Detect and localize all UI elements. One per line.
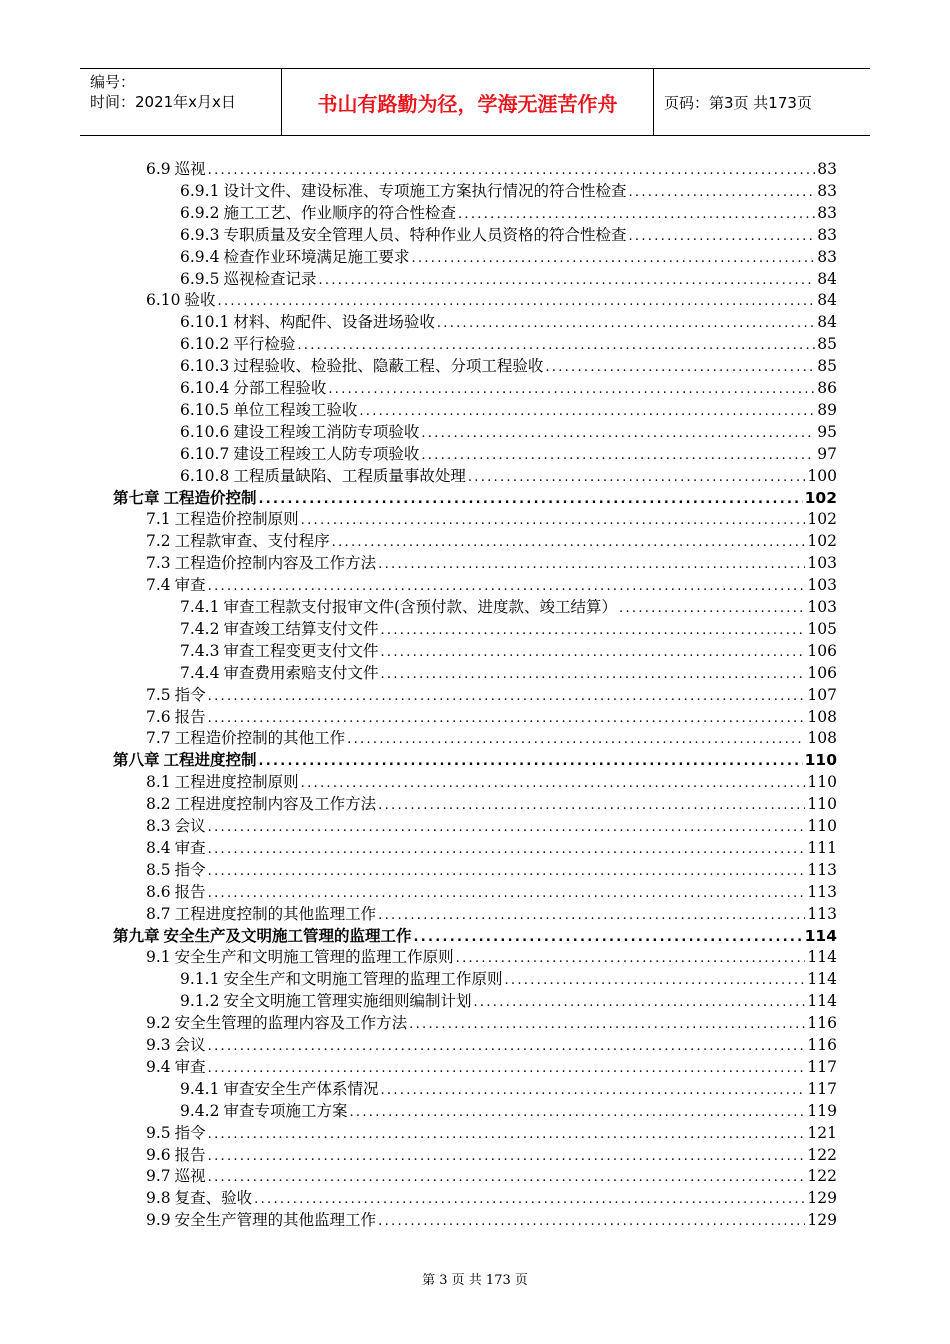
toc-entry-title: 工程造价控制内容及工作方法	[174, 554, 377, 573]
toc-entry-page: 102	[804, 488, 837, 507]
toc-leader-dots	[208, 1058, 806, 1080]
header-motto: 书山有路勤为径，学海无涯苦作舟	[282, 69, 654, 135]
toc-entry-number: 6.9.2	[180, 203, 220, 222]
toc-entry-title: 审查	[174, 838, 206, 857]
toc-entry[interactable]	[180, 355, 837, 377]
toc-entry-page: 103	[807, 554, 837, 573]
toc-entry-title: 审查竣工结算支付文件	[223, 619, 379, 638]
toc-entry-title: 工程进度控制内容及工作方法	[174, 795, 377, 814]
toc-entry-title: 审查	[174, 1057, 206, 1076]
toc-leader-dots	[208, 1124, 806, 1146]
toc-leader-dots	[411, 248, 815, 270]
toc-entry[interactable]	[180, 377, 837, 399]
toc-leader-dots	[619, 598, 805, 620]
toc-entry-number: 9.2	[146, 1014, 171, 1033]
toc-entry-page: 84	[817, 291, 837, 310]
toc-entry-page: 105	[807, 619, 837, 638]
toc-entry[interactable]	[180, 443, 837, 465]
toc-leader-dots	[318, 270, 815, 292]
toc-leader-dots	[259, 751, 803, 773]
toc-entry[interactable]	[146, 859, 837, 881]
toc-entry-number: 8.3	[146, 817, 171, 835]
toc-entry-title: 巡视	[174, 1167, 206, 1186]
toc-entry[interactable]	[180, 202, 837, 224]
toc-entry[interactable]	[180, 465, 837, 487]
document-date-label: 时间：2021年x月x日	[90, 93, 236, 111]
toc-entry-number: 7.4.2	[180, 619, 220, 638]
toc-entry-number: 7.2	[146, 532, 171, 551]
toc-entry-number: 6.10.2	[180, 335, 230, 354]
toc-entry[interactable]	[146, 1056, 837, 1078]
toc-entry[interactable]	[180, 399, 837, 421]
toc-entry-page: 83	[817, 247, 837, 266]
toc-entry-number: 7.6	[146, 707, 171, 726]
toc-entry-number: 6.10	[146, 291, 181, 310]
toc-entry[interactable]	[180, 246, 837, 268]
toc-entry-number: 9.4.1	[180, 1079, 220, 1098]
toc-entry-number: 9.5	[146, 1123, 171, 1142]
toc-entry-title: 审查工程款支付报审文件(含预付款、进度款、竣工结算）	[223, 598, 618, 616]
toc-entry-title: 报告	[174, 1145, 206, 1164]
page-footer: 第 3 页 共 173 页	[422, 1273, 528, 1288]
toc-leader-dots	[456, 948, 806, 970]
toc-entry-page: 129	[807, 1211, 837, 1230]
toc-entry-number: 7.7	[146, 729, 171, 748]
toc-leader-dots	[458, 204, 815, 226]
toc-entry-page: 114	[807, 970, 837, 989]
toc-leader-dots	[208, 1146, 806, 1168]
toc-leader-dots	[328, 379, 815, 401]
toc-entry-number: 6.10.5	[180, 400, 230, 419]
toc-entry-page: 86	[817, 379, 837, 397]
toc-entry[interactable]	[180, 640, 837, 662]
toc-entry-number: 8.7	[146, 904, 171, 923]
toc-entry-title: 安全生产和文明施工管理的监理工作原则	[223, 970, 503, 989]
toc-entry-title: 指令	[174, 685, 206, 704]
toc-entry[interactable]	[146, 1012, 837, 1034]
toc-entry-page: 102	[807, 510, 837, 529]
toc-entry[interactable]	[180, 224, 837, 246]
toc-entry-title: 审查费用索赔支付文件	[223, 663, 379, 682]
toc-entry-page: 121	[807, 1123, 837, 1142]
toc-entry[interactable]	[146, 1209, 837, 1231]
toc-entry-number: 7.1	[146, 510, 171, 529]
toc-entry-title: 工程款审查、支付程序	[174, 532, 330, 551]
toc-entry[interactable]	[180, 618, 837, 640]
toc-entry-number: 9.4	[146, 1057, 171, 1076]
toc-entry-number: 7.4.3	[180, 641, 220, 660]
toc-entry[interactable]	[146, 771, 837, 793]
toc-entry[interactable]	[146, 903, 837, 925]
toc-entry-title: 会议	[174, 817, 206, 835]
document-number-label: 编号：	[90, 73, 136, 91]
toc-entry[interactable]	[180, 1100, 837, 1122]
toc-entry-page: 83	[817, 181, 837, 200]
toc-entry-title: 施工工艺、作业顺序的符合性检查	[223, 203, 456, 222]
toc-entry-number: 第九章	[113, 926, 160, 945]
toc-entry-title: 审查	[174, 576, 206, 595]
toc-entry-title: 过程验收、检验批、隐蔽工程、分项工程验收	[233, 357, 544, 376]
toc-entry[interactable]	[146, 158, 837, 180]
toc-entry-title: 建设工程竣工消防专项验收	[233, 422, 420, 441]
toc-entry-title: 指令	[174, 1123, 206, 1142]
toc-entry-title: 复查、验收	[174, 1189, 253, 1208]
toc-entry-title: 专职质量及安全管理人员、特种作业人员资格的符合性检查	[223, 225, 627, 244]
toc-entry-page: 114	[807, 992, 837, 1011]
toc-entry-page: 113	[807, 882, 837, 901]
toc-entry-number: 7.3	[146, 554, 171, 573]
toc-entry-title: 安全生产和文明施工管理的监理工作原则	[174, 948, 454, 967]
toc-entry[interactable]	[180, 1078, 837, 1100]
toc-leader-dots	[421, 423, 815, 445]
toc-entry-page: 113	[807, 860, 837, 879]
toc-chapter-entry[interactable]	[113, 749, 837, 771]
toc-entry-page: 100	[807, 466, 837, 485]
toc-entry-title: 工程质量缺陷、工程质量事故处理	[233, 466, 466, 485]
toc-entry-page: 95	[817, 422, 837, 441]
toc-entry-page: 83	[817, 160, 837, 178]
toc-entry[interactable]	[146, 1144, 837, 1166]
toc-entry-number: 9.4.2	[180, 1101, 220, 1120]
toc-leader-dots	[208, 576, 806, 598]
toc-leader-dots	[378, 905, 805, 927]
toc-entry-page: 129	[807, 1189, 837, 1208]
toc-entry-page: 107	[807, 685, 837, 704]
toc-entry-page: 119	[807, 1101, 837, 1120]
toc-entry-title: 安全文明施工管理实施细则编制计划	[223, 992, 472, 1011]
toc-entry[interactable]	[180, 268, 837, 290]
toc-entry-title: 设计文件、建设标准、专项施工方案执行情况的符合性检查	[223, 181, 627, 200]
toc-entry-title: 工程造价控制的其他工作	[174, 729, 346, 748]
toc-leader-dots	[545, 357, 815, 379]
toc-leader-dots	[359, 401, 815, 423]
toc-entry[interactable]	[146, 1122, 837, 1144]
toc-entry-page: 110	[804, 751, 837, 770]
toc-leader-dots	[208, 1036, 806, 1058]
toc-entry-title: 会议	[174, 1036, 206, 1054]
toc-entry-page: 114	[807, 948, 837, 967]
toc-entry-title: 巡视检查记录	[223, 269, 317, 288]
toc-entry-title: 分部工程验收	[233, 379, 327, 397]
toc-entry-page: 116	[807, 1014, 837, 1033]
toc-entry[interactable]	[146, 508, 837, 530]
toc-entry-number: 9.1.1	[180, 970, 220, 989]
toc-entry-title: 指令	[174, 860, 206, 879]
toc-entry-page: 110	[807, 795, 837, 814]
toc-entry-page: 117	[807, 1057, 837, 1076]
toc-entry-page: 117	[807, 1079, 837, 1098]
toc-entry-number: 8.4	[146, 838, 171, 857]
toc-entry-page: 122	[807, 1167, 837, 1186]
toc-entry-page: 111	[807, 838, 837, 857]
toc-entry[interactable]	[146, 837, 837, 859]
toc-entry-number: 8.5	[146, 860, 171, 879]
toc-entry-number: 6.10.7	[180, 444, 230, 463]
toc-leader-dots	[380, 1080, 805, 1102]
toc-leader-dots	[628, 182, 815, 204]
toc-entry-number: 9.1	[146, 948, 171, 967]
toc-entry-number: 6.9.4	[180, 247, 220, 266]
toc-entry-number: 6.9	[146, 160, 171, 178]
toc-leader-dots	[414, 927, 803, 949]
toc-entry-page: 106	[807, 663, 837, 682]
toc-entry-page: 108	[807, 707, 837, 726]
toc-entry-page: 103	[807, 576, 837, 595]
toc-entry-number: 第七章	[113, 488, 160, 507]
toc-entry[interactable]	[146, 727, 837, 749]
toc-leader-dots	[378, 554, 805, 576]
toc-leader-dots	[380, 642, 805, 664]
toc-entry-title: 工程进度控制	[163, 751, 257, 770]
toc-leader-dots	[347, 729, 805, 751]
toc-entry[interactable]	[146, 793, 837, 815]
toc-entry-title: 工程进度控制原则	[174, 773, 299, 792]
toc-leader-dots	[380, 620, 805, 642]
toc-entry-number: 6.9.3	[180, 225, 220, 244]
toc-leader-dots	[208, 839, 806, 861]
toc-entry[interactable]	[146, 684, 837, 706]
toc-entry-page: 84	[817, 313, 837, 332]
toc-entry-page: 110	[807, 773, 837, 792]
toc-entry[interactable]	[180, 311, 837, 333]
header-page-info: 页码：第3页 共173页	[664, 93, 812, 112]
toc-entry-number: 6.9.5	[180, 269, 220, 288]
toc-entry-page: 122	[807, 1145, 837, 1164]
toc-entry[interactable]	[146, 1165, 837, 1187]
toc-entry[interactable]	[180, 596, 837, 618]
toc-leader-dots	[421, 445, 815, 467]
toc-entry-page: 103	[807, 598, 837, 616]
toc-entry-page: 83	[817, 225, 837, 244]
toc-entry-title: 验收	[184, 291, 216, 310]
toc-chapter-entry[interactable]	[113, 487, 837, 509]
toc-entry-title: 安全生管理的监理内容及工作方法	[174, 1014, 408, 1033]
toc-entry[interactable]	[146, 706, 837, 728]
toc-leader-dots	[468, 467, 806, 489]
toc-leader-dots	[208, 708, 806, 730]
toc-entry[interactable]	[180, 333, 837, 355]
header-left-cell	[80, 69, 282, 135]
toc-entry-page: 106	[807, 641, 837, 660]
toc-entry-title: 建设工程竣工人防专项验收	[233, 444, 420, 463]
toc-entry-title: 审查安全生产体系情况	[223, 1079, 379, 1098]
toc-entry-page: 102	[807, 532, 837, 551]
toc-leader-dots	[218, 291, 815, 313]
toc-entry-title: 安全生产管理的其他监理工作	[174, 1211, 377, 1230]
toc-entry-page: 108	[807, 729, 837, 748]
toc-entry[interactable]	[146, 815, 837, 837]
toc-entry-number: 9.8	[146, 1189, 171, 1208]
toc-entry[interactable]	[146, 289, 837, 311]
toc-entry-page: 113	[807, 904, 837, 923]
toc-entry-number: 9.3	[146, 1036, 171, 1054]
toc-leader-dots	[208, 861, 806, 883]
toc-entry-title: 材料、构配件、设备进场验收	[233, 313, 435, 332]
toc-entry-number: 6.10.3	[180, 357, 230, 376]
toc-entry-number: 9.6	[146, 1145, 171, 1164]
toc-entry-title: 工程造价控制原则	[174, 510, 299, 529]
toc-entry-number: 7.4.1	[180, 598, 220, 616]
toc-leader-dots	[297, 335, 815, 357]
toc-entry[interactable]	[180, 662, 837, 684]
toc-leader-dots	[208, 160, 815, 182]
toc-entry-number: 6.10.1	[180, 313, 230, 332]
toc-entry-title: 报告	[174, 707, 206, 726]
toc-leader-dots	[259, 489, 803, 511]
toc-leader-dots	[332, 532, 806, 554]
toc-entry[interactable]	[146, 946, 837, 968]
toc-entry[interactable]	[180, 968, 837, 990]
toc-entry-number: 第八章	[113, 751, 160, 770]
toc-entry-title: 单位工程竣工验收	[233, 400, 358, 419]
toc-leader-dots	[254, 1189, 805, 1211]
toc-entry-title: 报告	[174, 882, 206, 901]
toc-entry-number: 7.4.4	[180, 663, 220, 682]
toc-entry-title: 工程造价控制	[163, 488, 257, 507]
toc-leader-dots	[380, 664, 805, 686]
toc-entry-title: 巡视	[174, 160, 206, 178]
page-header	[80, 68, 870, 136]
toc-leader-dots	[208, 686, 806, 708]
toc-leader-dots	[378, 795, 805, 817]
toc-entry-page: 97	[817, 444, 837, 463]
toc-entry-number: 6.10.6	[180, 422, 230, 441]
toc-entry-number: 8.1	[146, 773, 171, 792]
toc-leader-dots	[208, 817, 806, 839]
toc-leader-dots	[378, 1211, 805, 1233]
toc-entry-number: 6.10.8	[180, 466, 230, 485]
toc-entry-page: 110	[807, 817, 837, 835]
toc-entry-page: 116	[807, 1036, 837, 1054]
toc-leader-dots	[437, 313, 815, 335]
toc-leader-dots	[473, 992, 805, 1014]
toc-leader-dots	[301, 510, 806, 532]
toc-leader-dots	[409, 1014, 805, 1036]
toc-entry-page: 84	[817, 269, 837, 288]
toc-entry-page: 89	[817, 400, 837, 419]
toc-chapter-entry[interactable]	[113, 925, 837, 947]
toc-entry[interactable]	[146, 1187, 837, 1209]
toc-entry[interactable]	[146, 574, 837, 596]
toc-entry[interactable]	[180, 421, 837, 443]
toc-entry-number: 6.10.4	[180, 379, 230, 397]
toc-entry-title: 审查专项施工方案	[223, 1101, 348, 1120]
toc-entry-page: 85	[817, 357, 837, 376]
toc-entry-title: 检查作业环境满足施工要求	[223, 247, 410, 266]
toc-entry-title: 安全生产及文明施工管理的监理工作	[163, 926, 412, 945]
toc-leader-dots	[349, 1102, 805, 1124]
toc-entry[interactable]	[146, 552, 837, 574]
toc-entry-title: 审查工程变更支付文件	[223, 641, 379, 660]
toc-entry-page: 83	[817, 203, 837, 222]
toc-leader-dots	[208, 1167, 806, 1189]
toc-leader-dots	[208, 883, 806, 905]
toc-entry-page: 114	[804, 926, 837, 945]
toc-entry-number: 9.9	[146, 1211, 171, 1230]
toc-entry-number: 9.1.2	[180, 992, 220, 1011]
toc-entry-title: 平行检验	[233, 335, 296, 354]
toc-entry-number: 7.4	[146, 576, 171, 595]
toc-entry[interactable]	[180, 990, 837, 1012]
toc-entry-page: 85	[817, 335, 837, 354]
toc-entry-number: 8.6	[146, 882, 171, 901]
toc-entry[interactable]	[180, 180, 837, 202]
toc-entry-title: 工程进度控制的其他监理工作	[174, 904, 377, 923]
toc-entry-number: 8.2	[146, 795, 171, 814]
toc-entry-number: 9.7	[146, 1167, 171, 1186]
toc-entry[interactable]	[146, 881, 837, 903]
toc-entry-number: 6.9.1	[180, 181, 220, 200]
toc-leader-dots	[301, 773, 806, 795]
toc-entry-number: 7.5	[146, 685, 171, 704]
toc-entry[interactable]	[146, 1034, 837, 1056]
toc-entry[interactable]	[146, 530, 837, 552]
toc-leader-dots	[628, 226, 815, 248]
toc-leader-dots	[504, 970, 805, 992]
